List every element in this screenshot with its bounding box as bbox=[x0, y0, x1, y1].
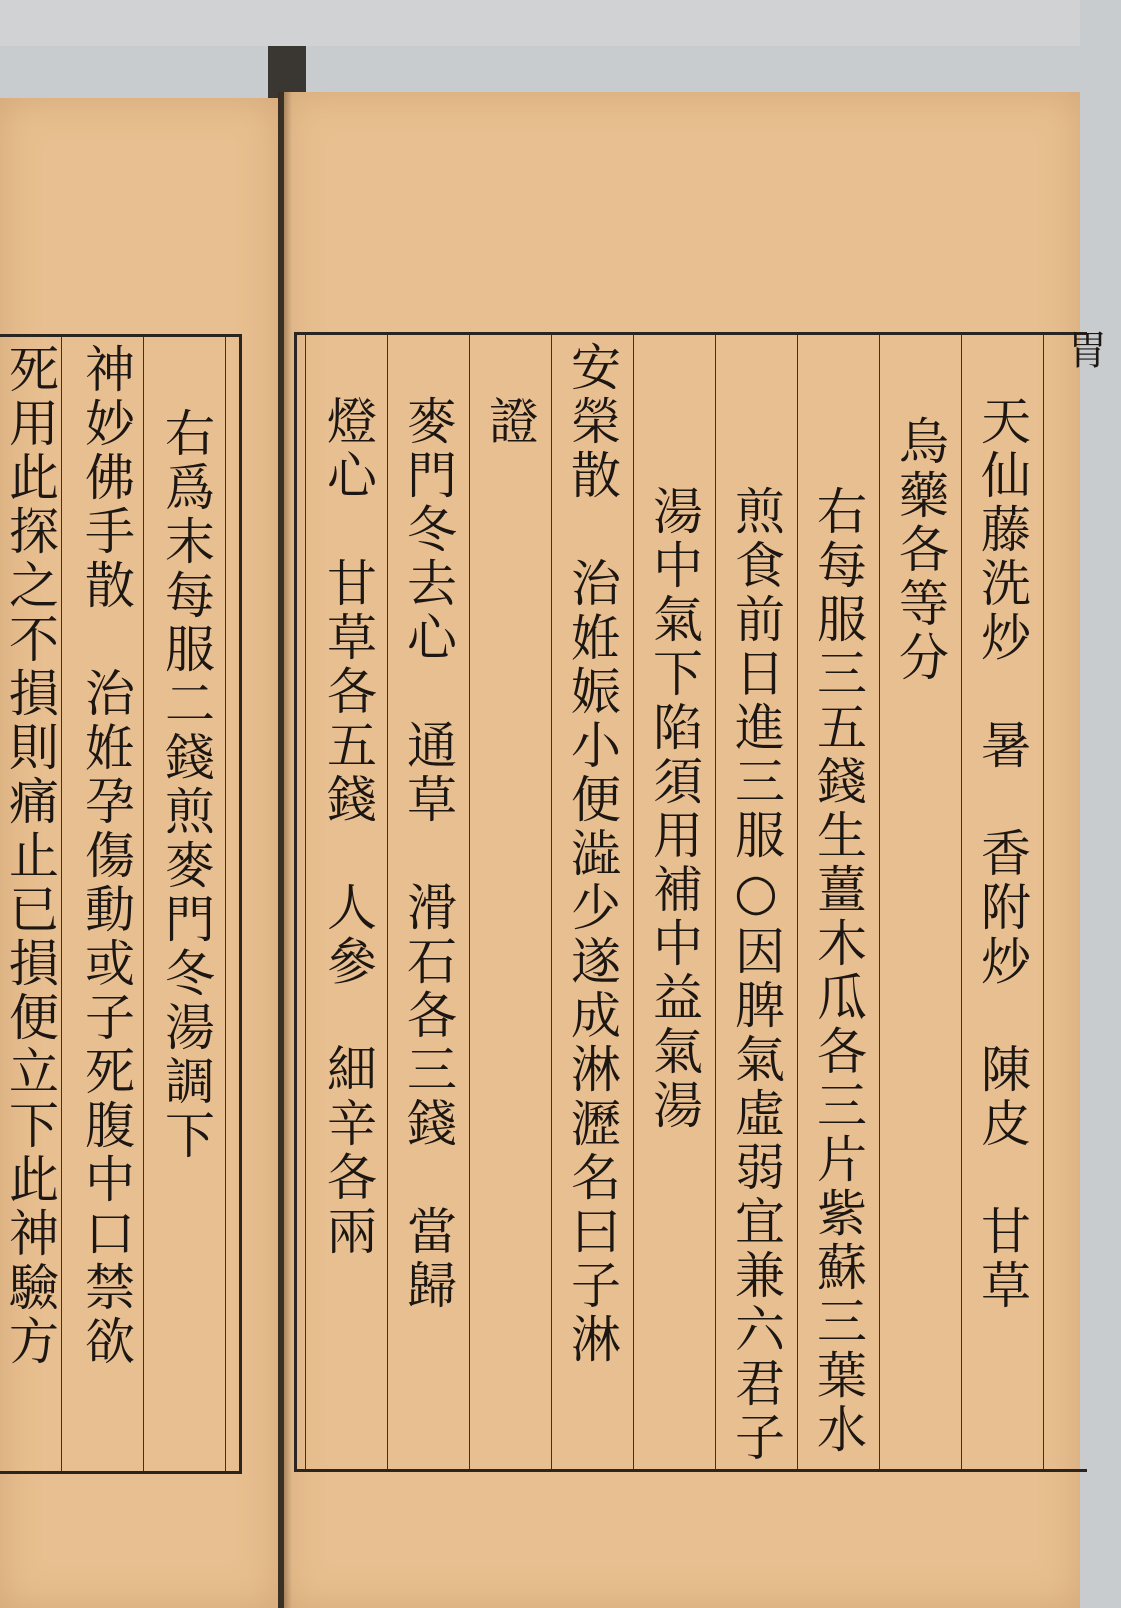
right-column-7: 證 bbox=[481, 395, 539, 449]
right-column-3: 右每服三五錢生薑木瓜各三片紫蘇三葉水 bbox=[809, 485, 867, 1457]
right-page bbox=[284, 92, 1107, 1608]
gutter-shadow bbox=[278, 92, 292, 1608]
scanner-background bbox=[0, 0, 1080, 46]
right-column-1: 天仙藤洗炒 暑 香附炒 陳皮 甘草 bbox=[973, 395, 1031, 1313]
right-column-4: 煎食前日進三服○因脾氣虛弱宜兼六君子 bbox=[727, 485, 785, 1465]
page-header-fragment: 胃 bbox=[1061, 329, 1107, 373]
left-page-border bbox=[0, 334, 242, 1474]
right-column-8: 麥門冬去心 通草 滑石各三錢 當歸 bbox=[399, 395, 457, 1313]
right-column-2: 烏藥各等分 bbox=[891, 415, 949, 685]
right-page-border bbox=[294, 329, 1107, 1472]
left-column-3: 右爲末每服二錢煎麥門冬湯調下 bbox=[157, 407, 215, 1163]
right-column-9: 燈心 甘草各五錢 人參 細辛各兩 bbox=[319, 395, 377, 1259]
left-page bbox=[0, 98, 278, 1608]
left-column-1: 死用此探之不損則痛止已損便立下此神驗方 bbox=[1, 343, 59, 1369]
right-column-5: 湯中氣下陷須用補中益氣湯 bbox=[645, 485, 703, 1133]
left-column-2: 神妙佛手散 治姙孕傷動或子死腹中口禁欲 bbox=[77, 343, 135, 1369]
right-column-6: 安榮散 治姙娠小便澁少遂成淋瀝名曰子淋 bbox=[563, 341, 621, 1367]
